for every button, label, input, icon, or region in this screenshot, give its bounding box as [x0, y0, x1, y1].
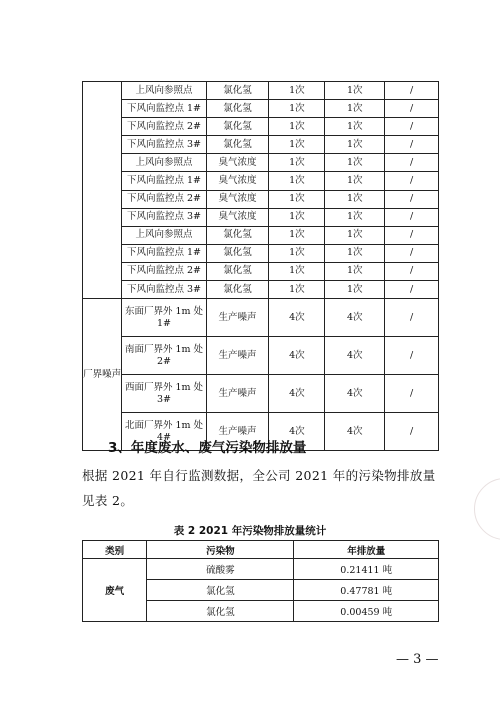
frequency-cell: 1次: [325, 118, 385, 136]
frequency-cell: 1次: [269, 100, 325, 118]
table-row: [83, 172, 439, 190]
table-row: [83, 82, 439, 100]
frequency-cell: 1次: [269, 172, 325, 190]
monitor-item-cell: 氯化氢: [206, 118, 269, 136]
amount-cell: 0.21411 吨: [294, 559, 439, 580]
note-cell: /: [385, 281, 439, 299]
frequency-cell: 4次: [325, 375, 385, 413]
group-cell-noise: 厂界噪声: [83, 299, 122, 451]
monitor-item-cell: 氯化氢: [206, 82, 269, 100]
table-row: [83, 559, 439, 580]
frequency-cell: 1次: [269, 154, 325, 172]
monitor-point-cell: 下风向监控点 1#: [122, 100, 206, 118]
table-row: [83, 136, 439, 154]
table-row: [83, 281, 439, 299]
note-cell: /: [385, 118, 439, 136]
frequency-cell: 1次: [325, 100, 385, 118]
frequency-cell: 4次: [269, 413, 325, 451]
frequency-cell: 1次: [269, 281, 325, 299]
table-row: [83, 226, 439, 244]
monitor-point-cell: 南面厂界外 1m 处 2#: [122, 337, 206, 375]
note-cell: /: [385, 262, 439, 280]
frequency-cell: 1次: [325, 208, 385, 226]
frequency-cell: 4次: [269, 299, 325, 337]
table-caption: 表 2 2021 年污染物排放量统计: [173, 525, 327, 537]
frequency-cell: 1次: [325, 281, 385, 299]
monitor-point-cell: 东面厂界外 1m 处 1#: [122, 299, 206, 337]
amount-cell: 0.00459 吨: [294, 601, 439, 622]
page-number: — 3 —: [396, 652, 439, 667]
monitor-item-cell: 臭气浓度: [206, 154, 269, 172]
note-cell: /: [385, 172, 439, 190]
table-row: [83, 190, 439, 208]
monitor-item-cell: 氯化氢: [206, 100, 269, 118]
monitor-item-cell: 生产噪声: [206, 375, 269, 413]
frequency-cell: 4次: [269, 337, 325, 375]
monitor-point-cell: 下风向监控点 3#: [122, 136, 206, 154]
frequency-cell: 1次: [269, 82, 325, 100]
frequency-cell: 1次: [269, 226, 325, 244]
note-cell: /: [385, 154, 439, 172]
note-cell: /: [385, 82, 439, 100]
monitor-point-cell: 上风向参照点: [122, 82, 206, 100]
emission-table-header-row: [83, 541, 439, 559]
header-pollutant: 污染物: [147, 541, 294, 559]
category-cell: 废气: [83, 559, 147, 622]
pollutant-cell: 硫酸雾: [147, 559, 294, 580]
group-cell-air: [83, 82, 122, 299]
note-cell: /: [385, 244, 439, 262]
paragraph-line-1: 根据 2021 年自行监测数据，全公司 2021 年的污染物排放量: [82, 468, 436, 483]
section-heading: 3、年度废水、废气污染物排放量: [108, 440, 307, 456]
table-row: [83, 154, 439, 172]
monitor-point-cell: 下风向监控点 3#: [122, 208, 206, 226]
monitor-point-cell: 上风向参照点: [122, 154, 206, 172]
table-row: [83, 375, 439, 413]
frequency-cell: 1次: [325, 172, 385, 190]
frequency-cell: 1次: [325, 244, 385, 262]
monitor-point-cell: 下风向监控点 1#: [122, 244, 206, 262]
monitor-item-cell: 氯化氢: [206, 226, 269, 244]
frequency-cell: 4次: [325, 337, 385, 375]
monitor-point-cell: 北面厂界外 1m 处 4#: [122, 413, 206, 451]
monitor-item-cell: 臭气浓度: [206, 208, 269, 226]
emission-table: [82, 540, 439, 622]
table-row: [83, 208, 439, 226]
monitor-item-cell: 臭气浓度: [206, 172, 269, 190]
frequency-cell: 1次: [269, 244, 325, 262]
monitor-point-cell: 下风向监控点 2#: [122, 118, 206, 136]
note-cell: /: [385, 136, 439, 154]
monitor-item-cell: 生产噪声: [206, 299, 269, 337]
monitor-item-cell: 氯化氢: [206, 281, 269, 299]
monitor-item-cell: 氯化氢: [206, 244, 269, 262]
frequency-cell: 4次: [325, 299, 385, 337]
header-category: 类别: [83, 541, 147, 559]
frequency-cell: 1次: [269, 136, 325, 154]
table-row: [83, 244, 439, 262]
monitor-point-cell: 下风向监控点 2#: [122, 262, 206, 280]
monitor-item-cell: 臭气浓度: [206, 190, 269, 208]
frequency-cell: 1次: [269, 208, 325, 226]
table-row: [83, 262, 439, 280]
frequency-cell: 1次: [325, 262, 385, 280]
pollutant-cell: 氯化氢: [147, 601, 294, 622]
note-cell: /: [385, 226, 439, 244]
header-annual-emission: 年排放量: [294, 541, 439, 559]
monitor-point-cell: 西面厂界外 1m 处 3#: [122, 375, 206, 413]
note-cell: /: [385, 337, 439, 375]
table-row: [83, 118, 439, 136]
note-cell: /: [385, 100, 439, 118]
monitor-item-cell: 氯化氢: [206, 262, 269, 280]
amount-cell: 0.47781 吨: [294, 580, 439, 601]
paragraph-line-2: 见表 2。: [82, 493, 134, 508]
frequency-cell: 1次: [325, 82, 385, 100]
note-cell: /: [385, 413, 439, 451]
note-cell: /: [385, 375, 439, 413]
frequency-cell: 1次: [325, 154, 385, 172]
monitor-item-cell: 生产噪声: [206, 413, 269, 451]
frequency-cell: 4次: [325, 413, 385, 451]
monitoring-table: [82, 81, 439, 451]
monitor-point-cell: 上风向参照点: [122, 226, 206, 244]
frequency-cell: 1次: [325, 136, 385, 154]
table-row: [83, 100, 439, 118]
frequency-cell: 1次: [269, 262, 325, 280]
frequency-cell: 1次: [269, 118, 325, 136]
note-cell: /: [385, 299, 439, 337]
table-row: [83, 299, 439, 337]
note-cell: /: [385, 190, 439, 208]
pollutant-cell: 氯化氢: [147, 580, 294, 601]
table-row: [83, 337, 439, 375]
monitor-point-cell: 下风向监控点 3#: [122, 281, 206, 299]
frequency-cell: 1次: [325, 226, 385, 244]
frequency-cell: 1次: [269, 190, 325, 208]
monitor-item-cell: 生产噪声: [206, 337, 269, 375]
frequency-cell: 4次: [269, 375, 325, 413]
note-cell: /: [385, 208, 439, 226]
monitor-point-cell: 下风向监控点 1#: [122, 172, 206, 190]
frequency-cell: 1次: [325, 190, 385, 208]
monitor-item-cell: 氯化氢: [206, 136, 269, 154]
monitoring-table-body: [83, 82, 439, 451]
monitor-point-cell: 下风向监控点 2#: [122, 190, 206, 208]
